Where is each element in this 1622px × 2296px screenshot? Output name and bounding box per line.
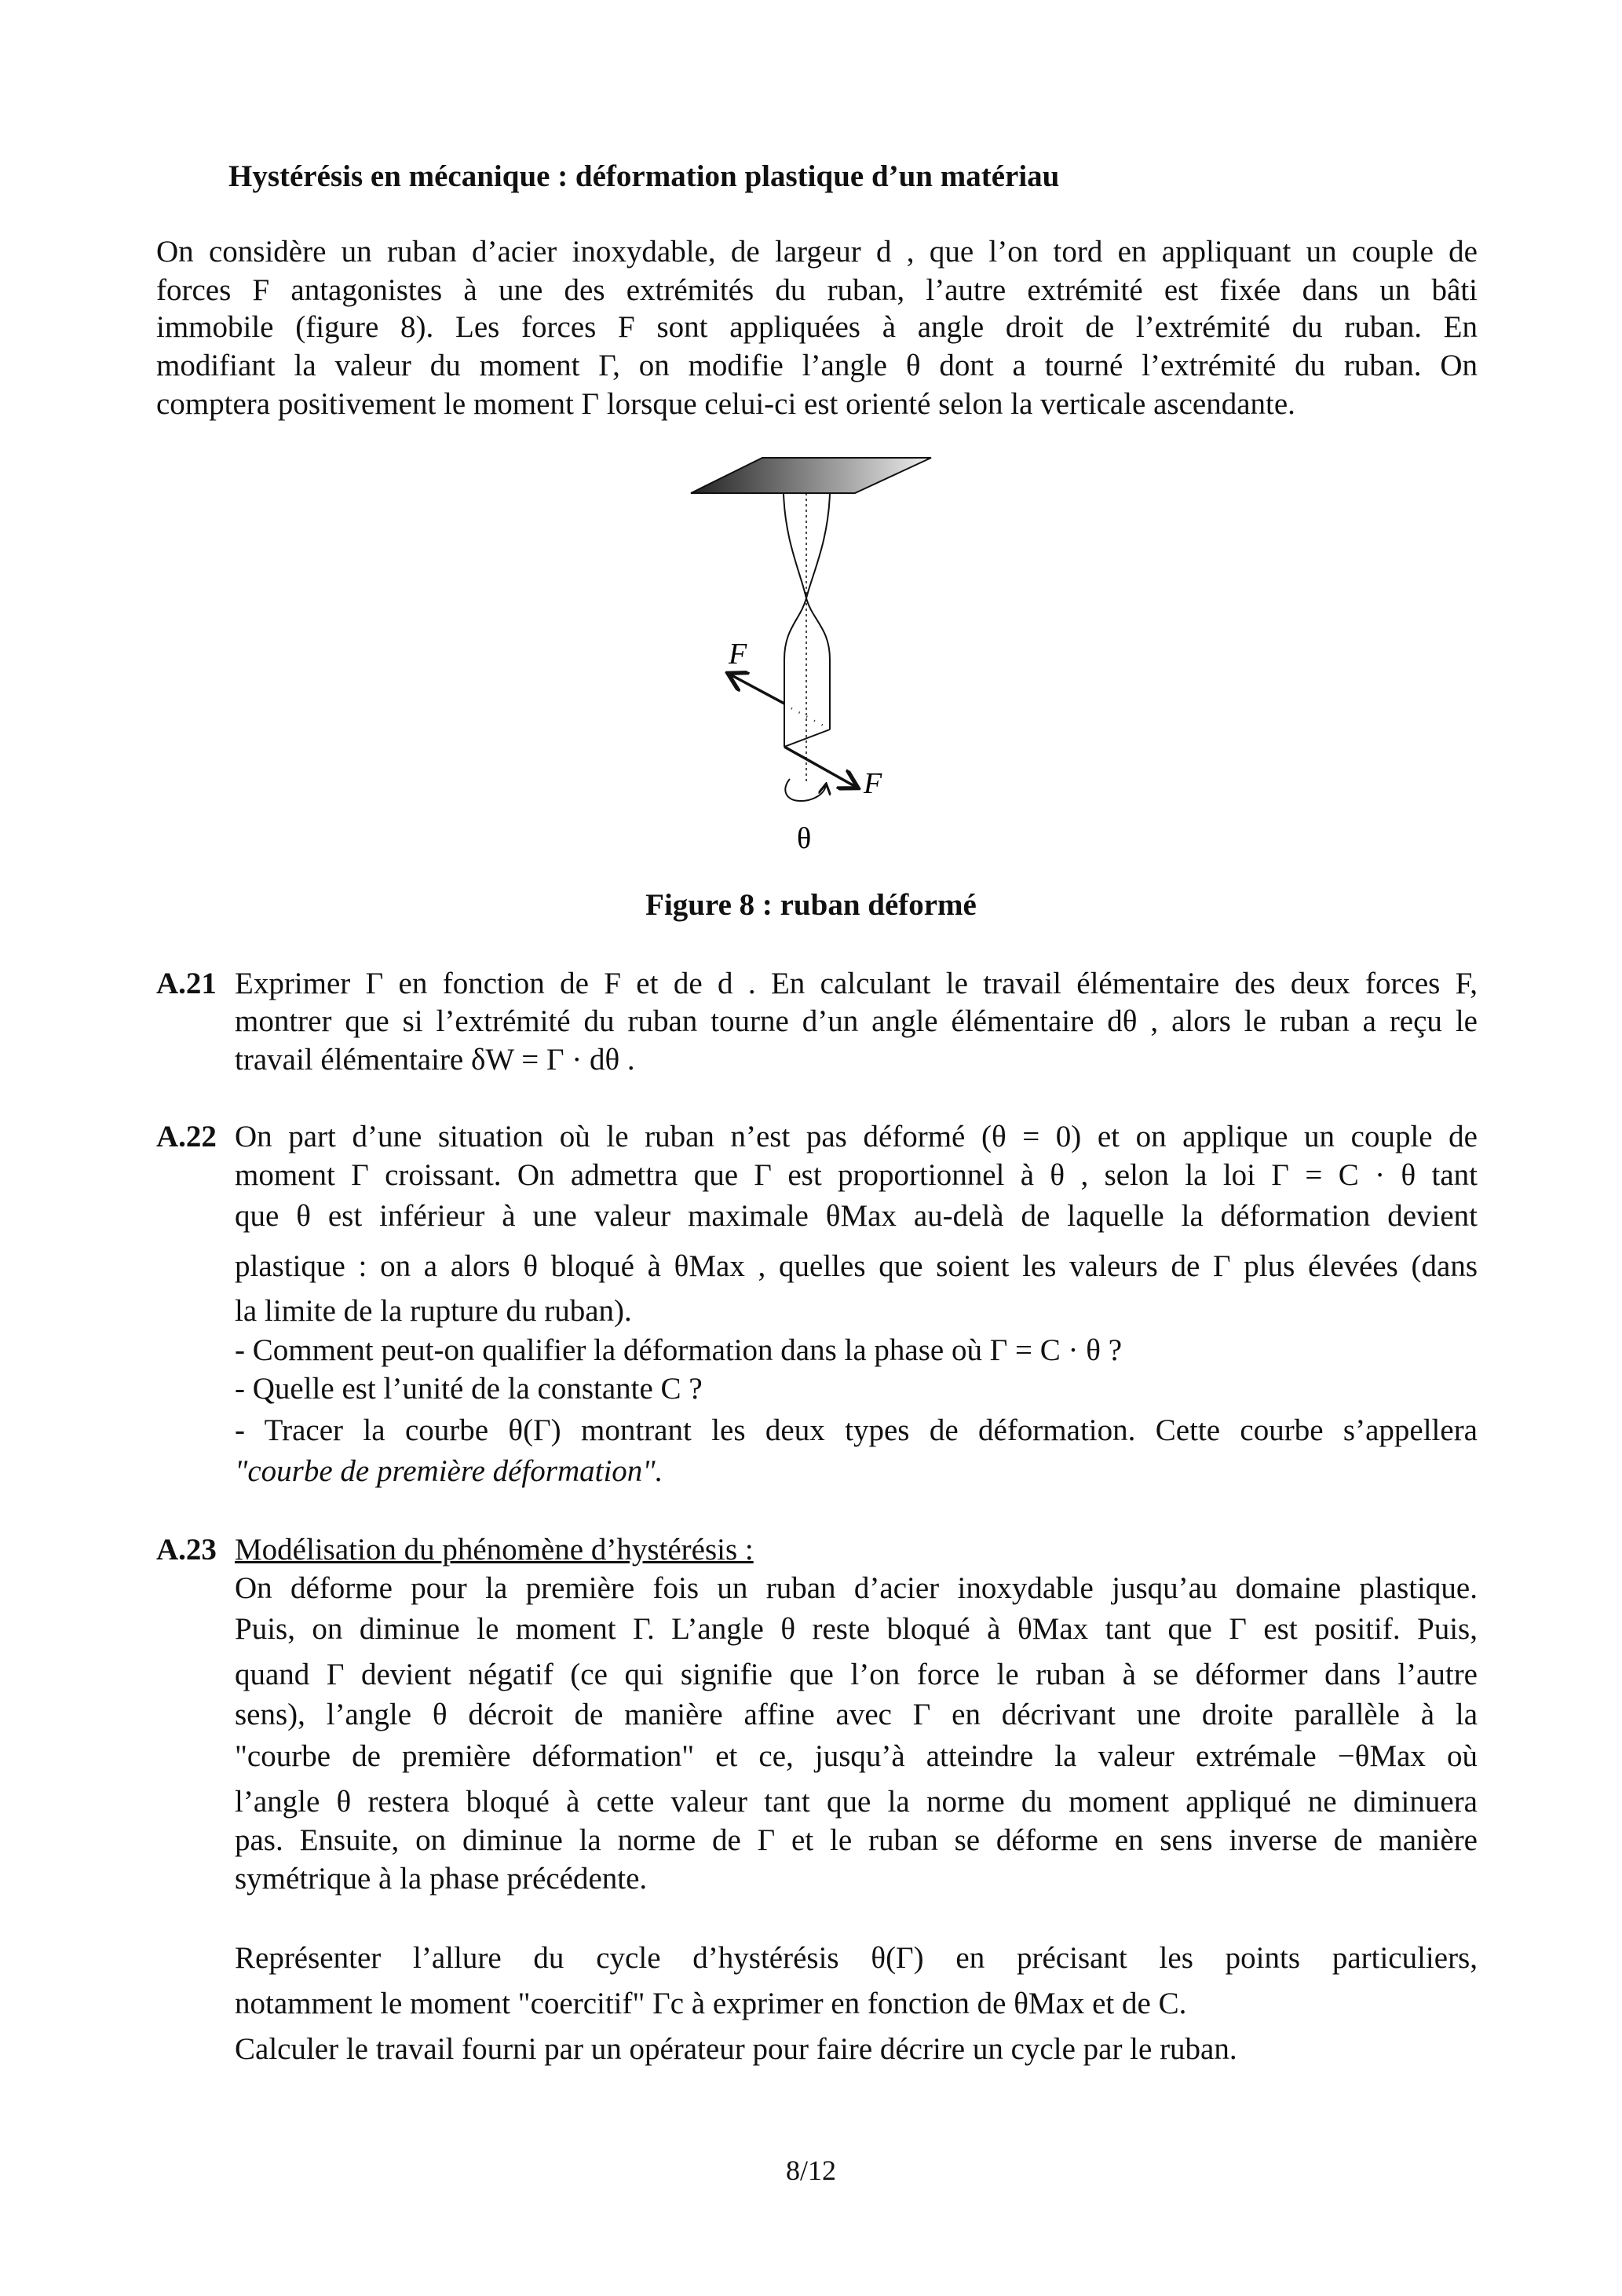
question-line: "courbe de première déformation".: [235, 1454, 663, 1488]
question-line: moment Γ croissant. On admettra que Γ est proportionnel à θ , selon la loi Γ = C · θ tant: [235, 1158, 1478, 1192]
intro-line: modifiant la valeur du moment Γ, on modifie l’angle θ dont a tourné l’extrémité du ruban. On: [156, 349, 1478, 382]
question-line: Représenter l’allure du cycle d’hystérésis θ(Γ) en précisant les points particuliers,: [235, 1941, 1478, 1975]
twisted-ribbon-figure: [675, 440, 974, 864]
ribbon-edge: [784, 493, 830, 747]
question-line: plastique : on a alors θ bloqué à θMax , quelles que soient les valeurs de Γ plus élevées (dans: [235, 1249, 1478, 1283]
question-label: A.22: [156, 1120, 217, 1153]
rotation-arrow: [785, 779, 826, 801]
section-title: Hystérésis en mécanique : déformation plastique d’un matériau: [228, 159, 1060, 193]
page-number: 8/12: [785, 2155, 836, 2186]
force-arrow-left: [730, 675, 784, 704]
question-line: "courbe de première déformation" et ce, jusqu’à atteindre la valeur extrémale −θMax où: [235, 1739, 1478, 1773]
question-line: montrer que si l’extrémité du ruban tourne d’un angle élémentaire dθ , alors le ruban a reçu le: [235, 1004, 1478, 1038]
fixed-support-plate: [691, 458, 931, 493]
question-line: symétrique à la phase précédente.: [235, 1862, 648, 1896]
force-label: F: [864, 767, 882, 800]
intro-line: comptera positivement le moment Γ lorsque celui-ci est orienté selon la verticale ascendante.: [156, 387, 1295, 421]
question-line: - Quelle est l’unité de la constante C ?: [235, 1372, 703, 1406]
question-heading: Modélisation du phénomène d’hystérésis :: [235, 1533, 754, 1567]
angle-label: θ: [797, 822, 812, 855]
force-label: F: [729, 638, 747, 671]
question-line: Calculer le travail fourni par un opérateur pour faire décrire un cycle par le ruban.: [235, 2032, 1237, 2066]
intro-line: immobile (figure 8). Les forces F sont appliquées à angle droit de l’extrémité du ruban. En: [156, 310, 1478, 344]
question-line: On part d’une situation où le ruban n’est pas déformé (θ = 0) et on applique un couple de: [235, 1120, 1478, 1153]
question-line: - Comment peut-on qualifier la déformation dans la phase où Γ = C · θ ?: [235, 1333, 1123, 1367]
question-line: quand Γ devient négatif (ce qui signifie que l’on force le ruban à se déformer dans l’autre: [235, 1658, 1478, 1691]
question-line: - Tracer la courbe θ(Γ) montrant les deux types de déformation. Cette courbe s’appellera: [235, 1413, 1478, 1447]
intro-line: forces F antagonistes à une des extrémités du ruban, l’autre extrémité est fixée dans un bâti: [156, 273, 1478, 307]
force-arrow-right: [784, 747, 856, 787]
question-line: Exprimer Γ en fonction de F et de d . En calculant le travail élémentaire des deux forces F,: [235, 967, 1478, 1000]
question-line: sens), l’angle θ décroit de manière affine avec Γ en décrivant une droite parallèle à la: [235, 1698, 1478, 1731]
question-label: A.23: [156, 1533, 217, 1567]
question-label: A.21: [156, 967, 217, 1000]
question-line: la limite de la rupture du ruban).: [235, 1294, 632, 1328]
question-line: On déforme pour la première fois un ruban d’acier inoxydable jusqu’au domaine plastique.: [235, 1571, 1478, 1605]
question-line: Puis, on diminue le moment Γ. L’angle θ reste bloqué à θMax tant que Γ est positif. Puis,: [235, 1612, 1478, 1646]
question-line: travail élémentaire δW = Γ · dθ .: [235, 1043, 635, 1077]
question-line: pas. Ensuite, on diminue la norme de Γ et le ruban se déforme en sens inverse de manière: [235, 1823, 1478, 1857]
figure-caption: Figure 8 : ruban déformé: [645, 888, 977, 922]
question-line: que θ est inférieur à une valeur maximale θMax au-delà de laquelle la déformation devient: [235, 1199, 1478, 1233]
question-line: notamment le moment "coercitif" Γc à exprimer en fonction de θMax et de C.: [235, 1987, 1187, 2020]
intro-line: On considère un ruban d’acier inoxydable, de largeur d , que l’on tord en appliquant un couple de: [156, 235, 1478, 269]
ribbon-edge: [784, 493, 830, 729]
question-line: l’angle θ restera bloqué à cette valeur tant que la norme du moment appliqué ne diminuera: [235, 1785, 1478, 1819]
